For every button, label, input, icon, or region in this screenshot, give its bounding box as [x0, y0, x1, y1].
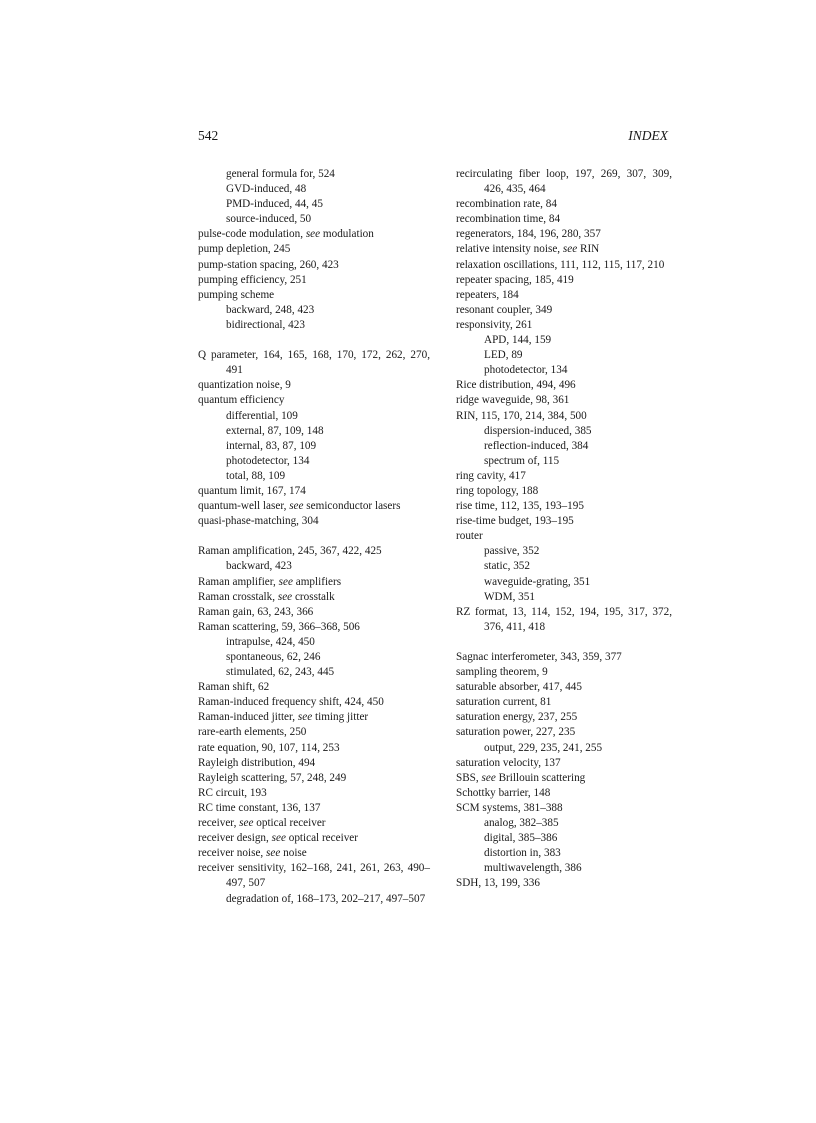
- entry-text: receiver,: [198, 817, 240, 830]
- see-reference: see: [481, 771, 496, 784]
- cross-reference-target: optical receiver: [253, 817, 326, 830]
- entry-text: rise-time budget, 193–195: [456, 515, 574, 528]
- entry-text: saturation velocity, 137: [456, 756, 561, 769]
- entry-text: analog, 382–385: [484, 817, 559, 830]
- index-entry: [456, 258, 672, 273]
- entry-text: internal, 83, 87, 109: [226, 439, 317, 452]
- entry-text: receiver design,: [198, 832, 272, 845]
- index-subentry: [456, 575, 672, 590]
- index-column-right: [456, 167, 672, 892]
- entry-text: resonant coupler, 349: [456, 303, 553, 316]
- entry-text: pump-station spacing, 260, 423: [198, 258, 339, 271]
- entry-text: receiver noise,: [198, 847, 267, 860]
- entry-text: sampling theorem, 9: [456, 666, 548, 679]
- index-subentry: [198, 665, 430, 680]
- index-entry: [198, 786, 430, 801]
- index-subentry: [456, 348, 672, 363]
- index-entry: [198, 710, 430, 725]
- index-entry: [198, 831, 430, 846]
- entry-text: RIN, 115, 170, 214, 384, 500: [456, 409, 587, 422]
- index-entry: [456, 212, 672, 227]
- cross-reference-target: modulation: [320, 228, 374, 241]
- entry-text: pump depletion, 245: [198, 243, 291, 256]
- entry-text: PMD-induced, 44, 45: [226, 198, 323, 211]
- entry-text: total, 88, 109: [226, 469, 286, 482]
- index-entry: [198, 288, 430, 303]
- index-entry: [456, 756, 672, 771]
- entry-text: quantum-well laser,: [198, 500, 290, 513]
- page-number: 542: [198, 128, 219, 143]
- index-subentry: [198, 167, 430, 182]
- index-entry: [198, 227, 430, 242]
- index-entry: [456, 771, 672, 786]
- section-gap: [456, 635, 672, 650]
- entry-text: distortion in, 383: [484, 847, 561, 860]
- index-entry: [456, 499, 672, 514]
- index-subentry: [456, 559, 672, 574]
- entry-text: APD, 144, 159: [484, 334, 552, 347]
- cross-reference-target: RIN: [577, 243, 600, 256]
- cross-reference-target: optical receiver: [285, 832, 358, 845]
- entry-text: backward, 248, 423: [226, 303, 315, 316]
- entry-text: Raman-induced frequency shift, 424, 450: [198, 696, 384, 709]
- index-entry: [456, 409, 672, 424]
- entry-text: Raman gain, 63, 243, 366: [198, 605, 314, 618]
- entry-text: spontaneous, 62, 246: [226, 651, 321, 663]
- entry-text: Rayleigh scattering, 57, 248, 249: [198, 771, 347, 784]
- index-subentry: [198, 318, 430, 333]
- section-gap: [198, 529, 430, 544]
- entry-text: ridge waveguide, 98, 361: [456, 394, 570, 407]
- index-entry: [456, 529, 672, 544]
- index-entry: [198, 544, 430, 559]
- index-entry: [198, 575, 430, 590]
- index-subentry: [456, 439, 672, 454]
- index-entry: [456, 801, 672, 816]
- see-reference: see: [266, 847, 281, 860]
- entry-text: repeaters, 184: [456, 288, 519, 301]
- entry-text: Raman amplification, 245, 367, 422, 425: [198, 545, 382, 558]
- entry-text: receiver sensitivity, 162–168, 241, 261, 263, 490–497, 507: [198, 862, 430, 890]
- section-gap: [198, 333, 430, 348]
- index-entry: [456, 514, 672, 529]
- index-entry: [456, 303, 672, 318]
- cross-reference-target: crosstalk: [292, 590, 335, 603]
- index-entry: [456, 273, 672, 288]
- entry-text: quantum efficiency: [198, 394, 285, 407]
- entry-text: rate equation, 90, 107, 114, 253: [198, 741, 340, 754]
- index-entry: [456, 725, 672, 740]
- entry-text: LED, 89: [484, 349, 523, 362]
- index-entry: [456, 197, 672, 212]
- index-subentry: [198, 469, 430, 484]
- index-entry: [198, 725, 430, 740]
- index-subentry: [456, 816, 672, 831]
- entry-text: repeater spacing, 185, 419: [456, 273, 574, 286]
- index-entry: [198, 620, 430, 635]
- index-entry: [456, 318, 672, 333]
- cross-reference-target: noise: [280, 847, 307, 860]
- entry-text: SCM systems, 381–388: [456, 801, 563, 814]
- index-entry: [198, 590, 430, 605]
- index-subentry: [198, 303, 430, 318]
- index-subentry: [198, 892, 430, 907]
- entry-text: photodetector, 134: [484, 364, 568, 377]
- entry-text: GVD-induced, 48: [226, 183, 307, 196]
- index-entry: [456, 484, 672, 499]
- index-entry: [198, 273, 430, 288]
- entry-text: multiwavelength, 386: [484, 862, 582, 875]
- entry-text: SDH, 13, 199, 336: [456, 877, 540, 890]
- index-entry: [198, 484, 430, 499]
- entry-text: rare-earth elements, 250: [198, 726, 307, 739]
- index-subentry: [198, 212, 430, 227]
- index-subentry: [198, 409, 430, 424]
- index-subentry: [456, 454, 672, 469]
- entry-text: pulse-code modulation,: [198, 228, 306, 241]
- entry-text: recirculating fiber loop, 197, 269, 307, 309, 426, 435, 464: [456, 168, 672, 196]
- index-entry: [198, 258, 430, 273]
- entry-text: RC time constant, 136, 137: [198, 801, 321, 814]
- index-subentry: [198, 559, 430, 574]
- index-subentry: [456, 831, 672, 846]
- entry-text: recombination time, 84: [456, 213, 561, 226]
- index-entry: [456, 288, 672, 303]
- index-entry: [456, 167, 672, 197]
- entry-text: responsivity, 261: [456, 318, 533, 331]
- index-subentry: [198, 197, 430, 212]
- index-entry: [456, 605, 672, 635]
- entry-text: stimulated, 62, 243, 445: [226, 666, 335, 679]
- index-entry: [198, 861, 430, 891]
- index-entry: [456, 876, 672, 891]
- index-entry: [198, 846, 430, 861]
- entry-text: regenerators, 184, 196, 280, 357: [456, 228, 601, 241]
- entry-text: Raman scattering, 59, 366–368, 506: [198, 620, 360, 633]
- entry-text: intrapulse, 424, 450: [226, 635, 315, 648]
- index-subentry: [198, 424, 430, 439]
- entry-text: external, 87, 109, 148: [226, 424, 324, 437]
- index-entry: [198, 695, 430, 710]
- index-entry: [198, 741, 430, 756]
- index-subentry: [198, 439, 430, 454]
- entry-text: Raman crosstalk,: [198, 590, 278, 603]
- entry-text: output, 229, 235, 241, 255: [484, 741, 603, 754]
- see-reference: see: [271, 832, 286, 845]
- entry-text: bidirectional, 423: [226, 318, 305, 331]
- entry-text: saturation power, 227, 235: [456, 726, 576, 739]
- index-entry: [198, 499, 430, 514]
- entry-text: backward, 423: [226, 560, 292, 573]
- see-reference: see: [277, 590, 293, 603]
- index-subentry: [198, 635, 430, 650]
- index-entry: [198, 378, 430, 393]
- entry-text: relaxation oscillations, 111, 112, 115, 117, 210: [456, 258, 665, 271]
- entry-text: digital, 385–386: [484, 832, 558, 845]
- index-entry: [456, 786, 672, 801]
- entry-text: router: [456, 530, 483, 543]
- entry-text: saturation energy, 237, 255: [456, 711, 578, 724]
- entry-text: Raman-induced jitter,: [198, 711, 298, 724]
- entry-text: Raman shift, 62: [198, 681, 270, 694]
- see-reference: see: [239, 817, 254, 830]
- index-entry: [198, 756, 430, 771]
- running-head: INDEX: [628, 128, 668, 143]
- index-entry: [198, 801, 430, 816]
- index-subentry: [456, 861, 672, 876]
- entry-text: relative intensity noise,: [456, 243, 563, 256]
- index-entry: [456, 710, 672, 725]
- see-reference: see: [305, 228, 321, 241]
- entry-text: differential, 109: [226, 409, 298, 422]
- index-entry: [456, 227, 672, 242]
- entry-text: photodetector, 134: [226, 454, 310, 467]
- index-subentry: [456, 333, 672, 348]
- cross-reference-target: semiconductor lasers: [303, 500, 401, 513]
- index-entry: [198, 771, 430, 786]
- see-reference: see: [562, 243, 578, 256]
- entry-text: RC circuit, 193: [198, 786, 267, 799]
- index-entry: [456, 680, 672, 695]
- index-entry: [456, 665, 672, 680]
- index-entry: [198, 680, 430, 695]
- see-reference: see: [289, 500, 304, 513]
- entry-text: degradation of, 168–173, 202–217, 497–507: [226, 892, 426, 905]
- index-entry: [456, 695, 672, 710]
- index-entry: [456, 242, 672, 257]
- entry-text: Schottky barrier, 148: [456, 786, 551, 799]
- entry-text: saturable absorber, 417, 445: [456, 681, 582, 694]
- cross-reference-target: timing jitter: [312, 711, 369, 724]
- entry-text: RZ format, 13, 114, 152, 194, 195, 317, 372, 376, 411, 418: [456, 605, 672, 633]
- cross-reference-target: amplifiers: [292, 575, 342, 588]
- entry-text: Sagnac interferometer, 343, 359, 377: [456, 651, 622, 663]
- cross-reference-target: Brillouin scattering: [495, 771, 586, 784]
- index-entry: [456, 650, 672, 665]
- index-entry: [456, 469, 672, 484]
- index-entry: [198, 348, 430, 378]
- index-entry: [198, 514, 430, 529]
- entry-text: ring topology, 188: [456, 484, 539, 497]
- index-entry: [198, 242, 430, 257]
- entry-text: ring cavity, 417: [456, 469, 526, 482]
- index-subentry: [456, 741, 672, 756]
- entry-text: SBS,: [456, 771, 482, 784]
- entry-text: quantization noise, 9: [198, 379, 291, 392]
- entry-text: recombination rate, 84: [456, 198, 557, 211]
- entry-text: WDM, 351: [484, 590, 535, 603]
- index-entry: [198, 816, 430, 831]
- entry-text: Raman amplifier,: [198, 575, 279, 588]
- index-entry: [456, 378, 672, 393]
- entry-text: Rayleigh distribution, 494: [198, 756, 316, 769]
- index-subentry: [198, 454, 430, 469]
- entry-text: passive, 352: [484, 545, 540, 558]
- entry-text: pumping efficiency, 251: [198, 273, 307, 286]
- entry-text: quantum limit, 167, 174: [198, 484, 306, 497]
- see-reference: see: [297, 711, 313, 724]
- index-subentry: [456, 590, 672, 605]
- entry-text: static, 352: [484, 560, 530, 573]
- index-subentry: [198, 650, 430, 665]
- entry-text: dispersion-induced, 385: [484, 424, 592, 437]
- index-entry: [198, 393, 430, 408]
- index-column-left: [198, 167, 430, 907]
- index-subentry: [456, 424, 672, 439]
- entry-text: general formula for, 524: [226, 168, 335, 180]
- entry-text: spectrum of, 115: [484, 454, 560, 467]
- index-subentry: [456, 363, 672, 378]
- entry-text: pumping scheme: [198, 288, 275, 301]
- index-subentry: [456, 544, 672, 559]
- index-entry: [456, 393, 672, 408]
- entry-text: reflection-induced, 384: [484, 439, 589, 452]
- index-entry: [198, 605, 430, 620]
- entry-text: Q parameter, 164, 165, 168, 170, 172, 262, 270, 491: [198, 349, 430, 377]
- entry-text: Rice distribution, 494, 496: [456, 379, 576, 392]
- entry-text: rise time, 112, 135, 193–195: [456, 500, 584, 513]
- index-subentry: [456, 846, 672, 861]
- entry-text: quasi-phase-matching, 304: [198, 515, 319, 528]
- index-subentry: [198, 182, 430, 197]
- entry-text: saturation current, 81: [456, 696, 552, 709]
- see-reference: see: [278, 575, 293, 588]
- entry-text: waveguide-grating, 351: [484, 575, 591, 588]
- entry-text: source-induced, 50: [226, 213, 312, 226]
